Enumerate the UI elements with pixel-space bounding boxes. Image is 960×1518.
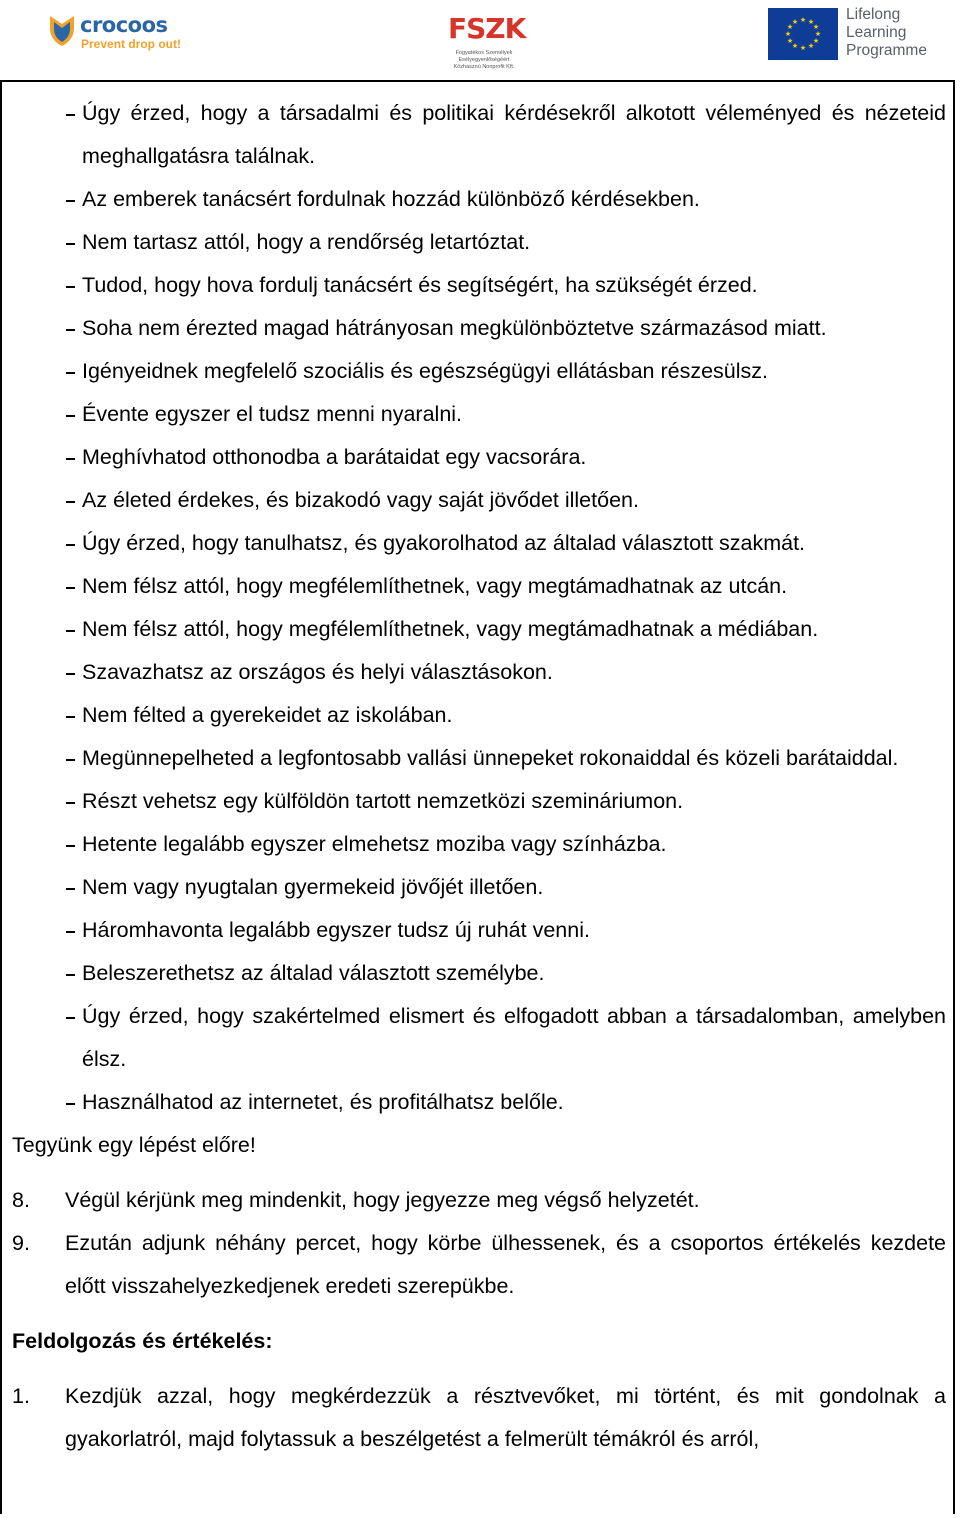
bullet-item: Szavazhatsz az országos és helyi választásokon.: [12, 651, 946, 694]
step-text: Végül kérjünk meg mindenkit, hogy jegyezze meg végső helyzetét.: [65, 1188, 700, 1212]
numbered-step: [12, 1179, 946, 1222]
bullet-item: Évente egyszer el tudsz menni nyaralni.: [12, 393, 946, 436]
llp-text: [846, 6, 927, 60]
lifelong-learning-logo: [768, 6, 948, 62]
crocoos-logo: [48, 12, 188, 52]
evaluation-steps: [12, 1375, 946, 1461]
fszk-subtitle-2: Esélyegyenlőségéért: [458, 57, 510, 63]
bullet-item: Az emberek tanácsért fordulnak hozzád különböző kérdésekben.: [12, 178, 946, 221]
svg-text:★: ★: [807, 42, 815, 50]
svg-text:★: ★: [807, 18, 815, 26]
bullet-item: Részt vehetsz egy külföldön tartott nemzetközi szemináriumon.: [12, 780, 946, 823]
llp-line-1: Lifelong: [846, 6, 901, 23]
bullet-item: Megünnepelheted a legfontosabb vallási ünnepeket rokonaiddal és közeli barátaiddal.: [12, 737, 946, 780]
fszk-subtitle-3: Közhasznú Nonprofit Kft.: [453, 64, 515, 70]
svg-text:★: ★: [791, 42, 799, 50]
svg-text:★: ★: [812, 23, 820, 31]
section-heading: Feldolgozás és értékelés:: [12, 1329, 273, 1353]
svg-text:★: ★: [784, 30, 792, 38]
crocoos-name: crocoos: [80, 13, 168, 37]
bullet-item: Nem félsz attól, hogy megfélemlíthetnek, vagy megtámadhatnak az utcán.: [12, 565, 946, 608]
svg-text:★: ★: [812, 37, 820, 45]
bullet-list: [12, 92, 946, 1124]
bullet-item: Nem vagy nyugtalan gyermekeid jövőjét illetően.: [12, 866, 946, 909]
eu-flag-icon: [768, 8, 838, 60]
bullet-item: Tudod, hogy hova fordulj tanácsért és segítségért, ha szükségét érzed.: [12, 264, 946, 307]
page-header: [0, 0, 960, 80]
svg-text:★: ★: [799, 16, 807, 24]
fszk-name: FSZK: [448, 12, 526, 45]
bullet-item: Igényeidnek megfelelő szociális és egészségügyi ellátásban részesülsz.: [12, 350, 946, 393]
bullet-item: Úgy érzed, hogy tanulhatsz, és gyakorolhatod az általad választott szakmát.: [12, 522, 946, 565]
crocoos-tagline: Prevent drop out!: [81, 37, 182, 51]
step-number: 1.: [12, 1384, 30, 1408]
step-line: Tegyünk egy lépést előre!: [12, 1133, 256, 1157]
bullet-item: Meghívhatod otthonodba a barátaidat egy vacsorára.: [12, 436, 946, 479]
svg-text:★: ★: [799, 44, 807, 52]
bullet-item: Használhatod az internetet, és profitálhatsz belőle.: [12, 1081, 946, 1124]
step-number: 8.: [12, 1188, 30, 1212]
llp-line-2: Learning: [846, 24, 907, 41]
bullet-item: Úgy érzed, hogy a társadalmi és politikai kérdésekről alkotott véleményed és nézeteid meghallgatásra találnak.: [12, 92, 946, 178]
fszk-subtitle-1: Fogyatékos Személyek: [455, 50, 513, 56]
bullet-item: Nem félsz attól, hogy megfélemlíthetnek, vagy megtámadhatnak a médiában.: [12, 608, 946, 651]
svg-text:★: ★: [791, 18, 799, 26]
bullet-item: Soha nem érezted magad hátrányosan megkülönböztetve származásod miatt.: [12, 307, 946, 350]
crocoos-shield-icon: [48, 14, 76, 48]
numbered-step: [12, 1375, 946, 1461]
bullet-item: Háromhavonta legalább egyszer tudsz új ruhát venni.: [12, 909, 946, 952]
document-body: [12, 92, 946, 1461]
numbered-step: [12, 1222, 946, 1308]
bullet-item: Nem félted a gyerekeidet az iskolában.: [12, 694, 946, 737]
bullet-item: Nem tartasz attól, hogy a rendőrség letartóztat.: [12, 221, 946, 264]
step-text: Ezután adjunk néhány percet, hogy körbe ülhessenek, és a csoportos értékelés kezdete előtt visszahelyezkedjenek eredeti szerepükbe.: [65, 1231, 946, 1298]
svg-text:★: ★: [786, 23, 794, 31]
svg-text:★: ★: [814, 30, 822, 38]
bullet-item: Beleszerethetsz az általad választott személybe.: [12, 952, 946, 995]
bullet-item: Az életed érdekes, és bizakodó vagy saját jövődet illetően.: [12, 479, 946, 522]
svg-text:★: ★: [786, 37, 794, 45]
llp-line-3: Programme: [846, 42, 927, 59]
fszk-logo: [448, 10, 526, 76]
numbered-steps: [12, 1179, 946, 1308]
step-number: 9.: [12, 1231, 30, 1255]
bullet-item: Hetente legalább egyszer elmehetsz moziba vagy színházba.: [12, 823, 946, 866]
step-text: Kezdjük azzal, hogy megkérdezzük a résztvevőket, mi történt, és mit gondolnak a gyakorlatról, majd folytassuk a beszélgetést a felmerült témákról és arról,: [65, 1384, 946, 1451]
bullet-item: Úgy érzed, hogy szakértelmed elismert és elfogadott abban a társadalomban, amelyben élsz.: [12, 995, 946, 1081]
